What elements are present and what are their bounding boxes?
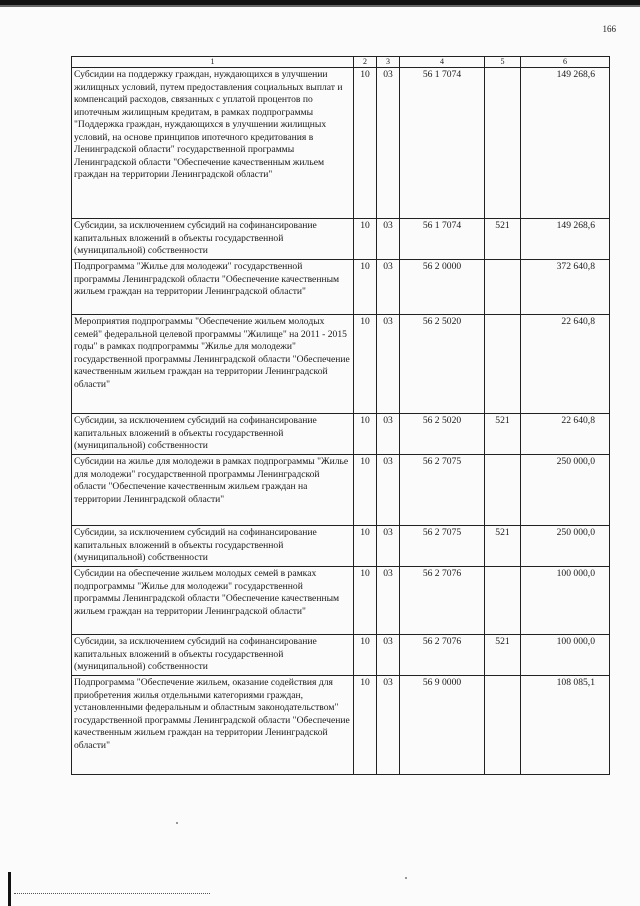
table-row (72, 219, 610, 260)
row-amount: 250 000,0 (521, 455, 610, 526)
row-name: Субсидии, за исключением субсидий на софинансирование капитальных вложений в объекты государственной (муниципальной) собственности (72, 219, 354, 260)
row-name: Подпрограмма "Жилье для молодежи" государственной программы Ленинградской области "Обеспечение качественным жильем граждан на территории Ленинградской области" (72, 260, 354, 315)
row-target-article: 56 9 0000 (400, 676, 485, 775)
row-section: 10 (354, 219, 377, 260)
row-name: Субсидии, за исключением субсидий на софинансирование капитальных вложений в объекты государственной (муниципальной) собственности (72, 414, 354, 455)
row-subsection: 03 (377, 526, 400, 567)
row-name: Подпрограмма "Обеспечение жильем, оказание содействия для приобретения жилья отдельными категориями граждан, установленными федеральным и областным законодательством" государственной программы Ленинградской области "Обеспечение качественным жильем граждан на территории Ленинградской области" (72, 676, 354, 775)
table-row (72, 315, 610, 414)
bottom-dotted-line (14, 893, 210, 894)
row-subsection: 03 (377, 635, 400, 676)
row-amount: 149 268,6 (521, 219, 610, 260)
row-subsection: 03 (377, 676, 400, 775)
table-row (72, 68, 610, 219)
row-target-article: 56 2 7076 (400, 635, 485, 676)
row-subsection: 03 (377, 315, 400, 414)
row-subsection: 03 (377, 260, 400, 315)
row-target-article: 56 2 7075 (400, 526, 485, 567)
row-section: 10 (354, 260, 377, 315)
row-expense-type (485, 567, 521, 635)
row-target-article: 56 2 5020 (400, 414, 485, 455)
row-subsection: 03 (377, 219, 400, 260)
header-col-1: 1 (72, 57, 354, 68)
binding-mark (8, 872, 11, 906)
row-name: Субсидии на обеспечение жильем молодых семей в рамках подпрограммы "Жилье для молодежи" государственной программы Ленинградской области "Обеспечение качественным жильем граждан на территории Ленинградской области" (72, 567, 354, 635)
row-expense-type (485, 676, 521, 775)
row-amount: 149 268,6 (521, 68, 610, 219)
row-subsection: 03 (377, 567, 400, 635)
top-border-shadow (0, 5, 640, 7)
table-row (72, 567, 610, 635)
row-expense-type: 521 (485, 526, 521, 567)
row-section: 10 (354, 414, 377, 455)
row-subsection: 03 (377, 68, 400, 219)
row-target-article: 56 2 7075 (400, 455, 485, 526)
row-target-article: 56 1 7074 (400, 219, 485, 260)
scan-speck (176, 822, 178, 824)
row-target-article: 56 2 7076 (400, 567, 485, 635)
header-col-4: 4 (400, 57, 485, 68)
table-row (72, 635, 610, 676)
row-amount: 108 085,1 (521, 676, 610, 775)
scan-speck (405, 877, 407, 879)
row-expense-type (485, 315, 521, 414)
table-row (72, 260, 610, 315)
row-name: Субсидии на поддержку граждан, нуждающихся в улучшении жилищных условий, путем предоставления социальных выплат и компенсаций расходов, связанных с уплатой процентов по ипотечным жилищным кредитам, в рамках подпрограммы "Поддержка граждан, нуждающихся в улучшении жилищных условий, на основе принципов ипотечного кредитования в Ленинградской области" государственной программы Ленинградской области "Обеспечение качественным жильем граждан на территории Ленинградской области" (72, 68, 354, 219)
column-number-header-row (72, 57, 610, 68)
row-section: 10 (354, 635, 377, 676)
header-col-6: 6 (521, 57, 610, 68)
row-amount: 100 000,0 (521, 635, 610, 676)
row-expense-type: 521 (485, 219, 521, 260)
row-name: Субсидии, за исключением субсидий на софинансирование капитальных вложений в объекты государственной (муниципальной) собственности (72, 526, 354, 567)
row-subsection: 03 (377, 414, 400, 455)
table-row (72, 414, 610, 455)
row-target-article: 56 2 0000 (400, 260, 485, 315)
row-amount: 22 640,8 (521, 315, 610, 414)
row-section: 10 (354, 455, 377, 526)
row-name: Субсидии на жилье для молодежи в рамках подпрограммы "Жилье для молодежи" государственной программы Ленинградской области "Обеспечение качественным жильем граждан на территории Ленинградской области" (72, 455, 354, 526)
row-section: 10 (354, 68, 377, 219)
row-name: Мероприятия подпрограммы "Обеспечение жильем молодых семей" федеральной целевой программы "Жилище" на 2011 - 2015 годы" в рамках подпрограммы "Жилье для молодежи" государственной программы Ленинградской области "Обеспечение качественным жильем граждан на территории Ленинградской области" (72, 315, 354, 414)
row-expense-type (485, 260, 521, 315)
table-row (72, 526, 610, 567)
table-row (72, 455, 610, 526)
row-amount: 22 640,8 (521, 414, 610, 455)
row-target-article: 56 2 5020 (400, 315, 485, 414)
table-row (72, 676, 610, 775)
row-section: 10 (354, 526, 377, 567)
row-name: Субсидии, за исключением субсидий на софинансирование капитальных вложений в объекты государственной (муниципальной) собственности (72, 635, 354, 676)
row-expense-type (485, 68, 521, 219)
row-section: 10 (354, 567, 377, 635)
row-expense-type (485, 455, 521, 526)
header-col-2: 2 (354, 57, 377, 68)
row-section: 10 (354, 676, 377, 775)
row-subsection: 03 (377, 455, 400, 526)
header-col-3: 3 (377, 57, 400, 68)
row-amount: 372 640,8 (521, 260, 610, 315)
page-number: 166 (602, 24, 616, 34)
budget-table (71, 56, 610, 775)
row-amount: 100 000,0 (521, 567, 610, 635)
row-target-article: 56 1 7074 (400, 68, 485, 219)
row-section: 10 (354, 315, 377, 414)
row-expense-type: 521 (485, 414, 521, 455)
header-col-5: 5 (485, 57, 521, 68)
row-expense-type: 521 (485, 635, 521, 676)
row-amount: 250 000,0 (521, 526, 610, 567)
